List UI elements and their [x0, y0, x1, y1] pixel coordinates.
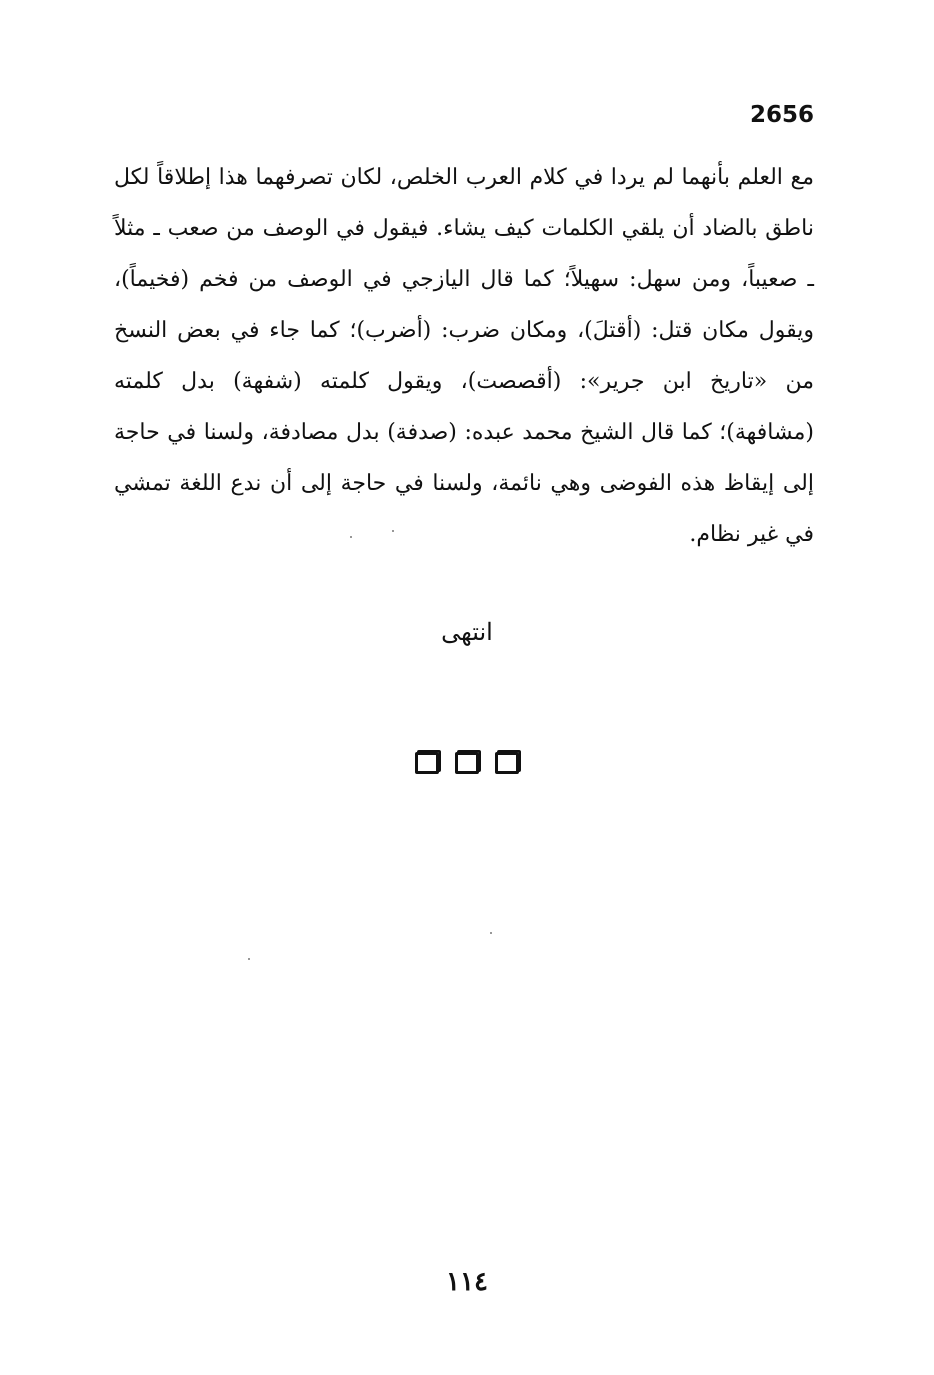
page-number: ١١٤ [446, 1267, 488, 1297]
scan-speck [350, 536, 352, 538]
end-word: انتهى [441, 618, 493, 646]
square-ornament-icon [495, 752, 519, 774]
scan-speck [490, 932, 492, 934]
body-paragraph: مع العلم بأنهما لم يردا في كلام العرب الخلص، لكان تصرفهما هذا إطلاقاً لكل ناطق بالضاد أن يلقي الكلمات كيف يشاء. فيقول في الوصف من صعب ـ مثلاً ـ صعيباً، ومن سهل: سهيلاً؛ كما قال اليازجي في الوصف من فخم (فخيماً)، ويقول مكان قتل: (أقتلَ)، ومكان ضرب: (أضرب)؛ كما جاء في بعض النسخ من «تاريخ ابن جرير»: (أقصصت)، ويقول كلمته (شفهة) بدل كلمته (مشافهة)؛ كما قال الشيخ محمد عبده: (صدفة) بدل مصادفة، ولسنا في حاجة إلى إيقاظ هذه الفوضى وهي نائمة، ولسنا في حاجة إلى أن ندع اللغة تمشي في غير نظام. [114, 165, 814, 547]
scan-speck [392, 530, 394, 532]
page-id: 2656 [749, 102, 814, 128]
scan-speck [248, 958, 250, 960]
square-ornament-icon [415, 752, 439, 774]
square-ornament-icon [455, 752, 479, 774]
section-end-ornament [0, 752, 934, 774]
